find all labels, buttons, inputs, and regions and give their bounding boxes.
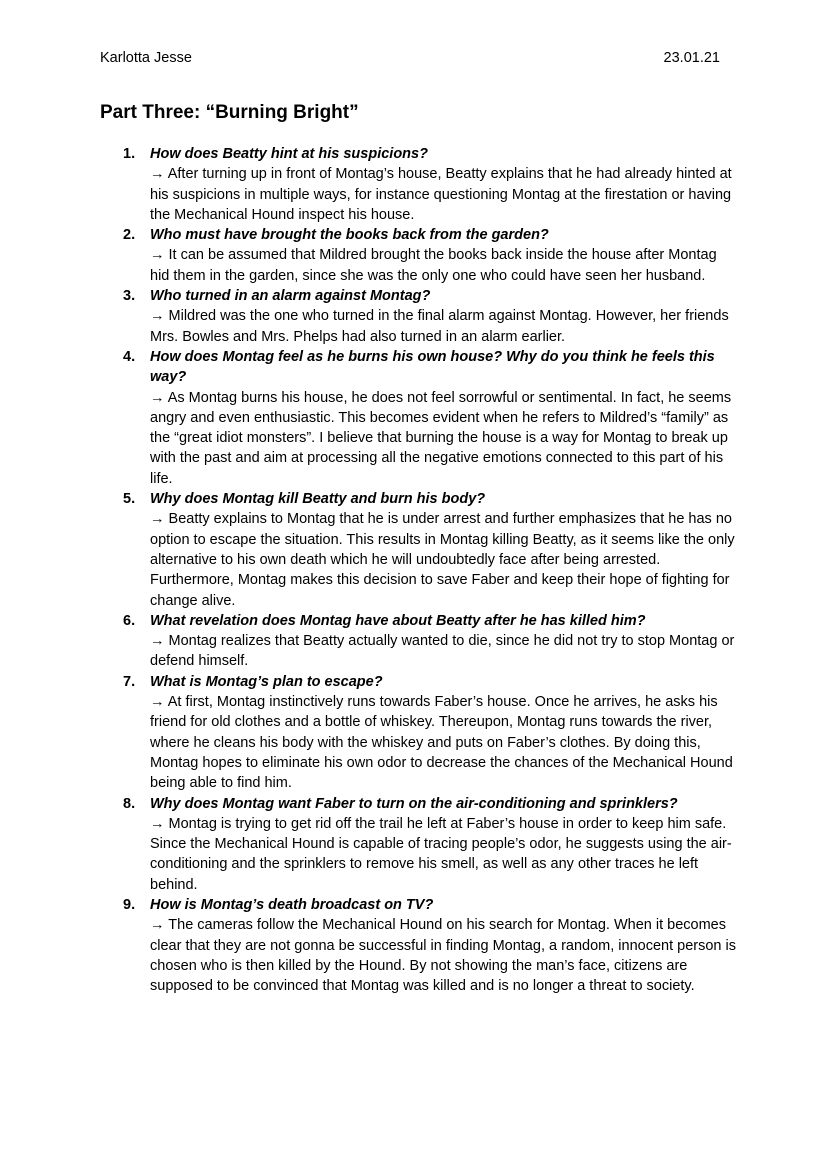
- question-item: [123, 794, 736, 895]
- question-item: [123, 144, 736, 225]
- question-text: How does Montag feel as he burns his own house? Why do you think he feels this way?: [150, 348, 715, 386]
- question-item: [123, 895, 736, 996]
- document-date: 23.01.21: [663, 50, 720, 66]
- answer-text: → Montag realizes that Beatty actually wanted to die, since he did not try to stop Montag or defend himself.: [150, 633, 735, 670]
- answer-text: → Beatty explains to Montag that he is under arrest and further emphasizes that he has no option to escape the situation. This results in Montag killing Beatty, as it seems like the only alternative to his own death which he will undoubtedly face after being arrested. Furthermore, Montag makes this decision to save Faber and keep their hope of fighting for change alive.: [150, 511, 735, 609]
- question-text: Why does Montag kill Beatty and burn his body?: [150, 491, 486, 508]
- answer-text: → Montag is trying to get rid off the trail he left at Faber’s house in order to keep him safe. Since the Mechanical Hound is capable of tracing people’s odor, he suggests using the air-conditioning and the sprinklers to remove his smell, as well as any other traces he left behind.: [150, 815, 732, 893]
- question-item: [123, 672, 736, 794]
- question-list: [123, 144, 736, 996]
- question-text: Who must have brought the books back from the garden?: [150, 227, 549, 244]
- question-item: [123, 225, 736, 286]
- answer-text: → It can be assumed that Mildred brought the books back inside the house after Montag hid them in the garden, since she was the only one who could have seen her husband.: [150, 247, 717, 284]
- question-number: 8.: [123, 795, 136, 812]
- question-number: 1.: [123, 146, 136, 162]
- question-text: What revelation does Montag have about Beatty after he has killed him?: [150, 612, 646, 629]
- answer-text: → The cameras follow the Mechanical Hound on his search for Montag. When it becomes clear that they are not gonna be successful in finding Montag, a random, innocent person is chosen who is then killed by the Hound. By not showing the man’s face, citizens are supposed to be convinced that Montag was killed and is no longer a threat to society.: [150, 917, 736, 995]
- question-text: Who turned in an alarm against Montag?: [150, 288, 431, 305]
- question-number: 9.: [123, 896, 136, 913]
- question-number: 4.: [123, 348, 136, 365]
- question-item: [123, 611, 736, 672]
- question-number: 5.: [123, 491, 136, 508]
- question-number: 6.: [123, 612, 136, 629]
- answer-text: → Mildred was the one who turned in the final alarm against Montag. However, her friends Mrs. Bowles and Mrs. Phelps had also turned in an alarm earlier.: [150, 308, 729, 345]
- question-number: 3.: [123, 288, 136, 305]
- page-header: [100, 48, 720, 68]
- answer-text: → After turning up in front of Montag’s house, Beatty explains that he had already hinted at his suspicions in multiple ways, for instance questioning Montag at the firestation or having the Mechanical Hound inspect his house.: [150, 166, 732, 223]
- answer-text: → At first, Montag instinctively runs towards Faber’s house. Once he arrives, he asks his friend for old clothes and a bottle of whiskey. Thereupon, Montag runs towards the river, where he cleans his body with the whiskey and puts on Faber’s clothes. By doing this, Montag hopes to eliminate his own odor to decrease the chances of the Mechanical Hound being able to find him.: [150, 694, 733, 792]
- question-text: What is Montag’s plan to escape?: [150, 673, 383, 690]
- question-item: [123, 286, 736, 347]
- question-number: 2.: [123, 227, 136, 244]
- question-text: Why does Montag want Faber to turn on the air-conditioning and sprinklers?: [150, 795, 678, 812]
- answer-text: → As Montag burns his house, he does not feel sorrowful or sentimental. In fact, he seems angry and even enthusiastic. This becomes evident when he refers to Mildred’s “family” as the “great idiot monsters”. I believe that burning the house is a way for Montag to break up with the past and aim at processing all the negative emotions connected to this part of his life.: [150, 389, 732, 487]
- question-text: How does Beatty hint at his suspicions?: [150, 146, 428, 162]
- question-item: [123, 489, 736, 611]
- page-title: Part Three: “Burning Bright”: [100, 102, 359, 123]
- question-text: How is Montag’s death broadcast on TV?: [150, 896, 434, 913]
- question-number: 7.: [123, 673, 136, 690]
- author-name: Karlotta Jesse: [100, 50, 192, 66]
- question-item: [123, 347, 736, 489]
